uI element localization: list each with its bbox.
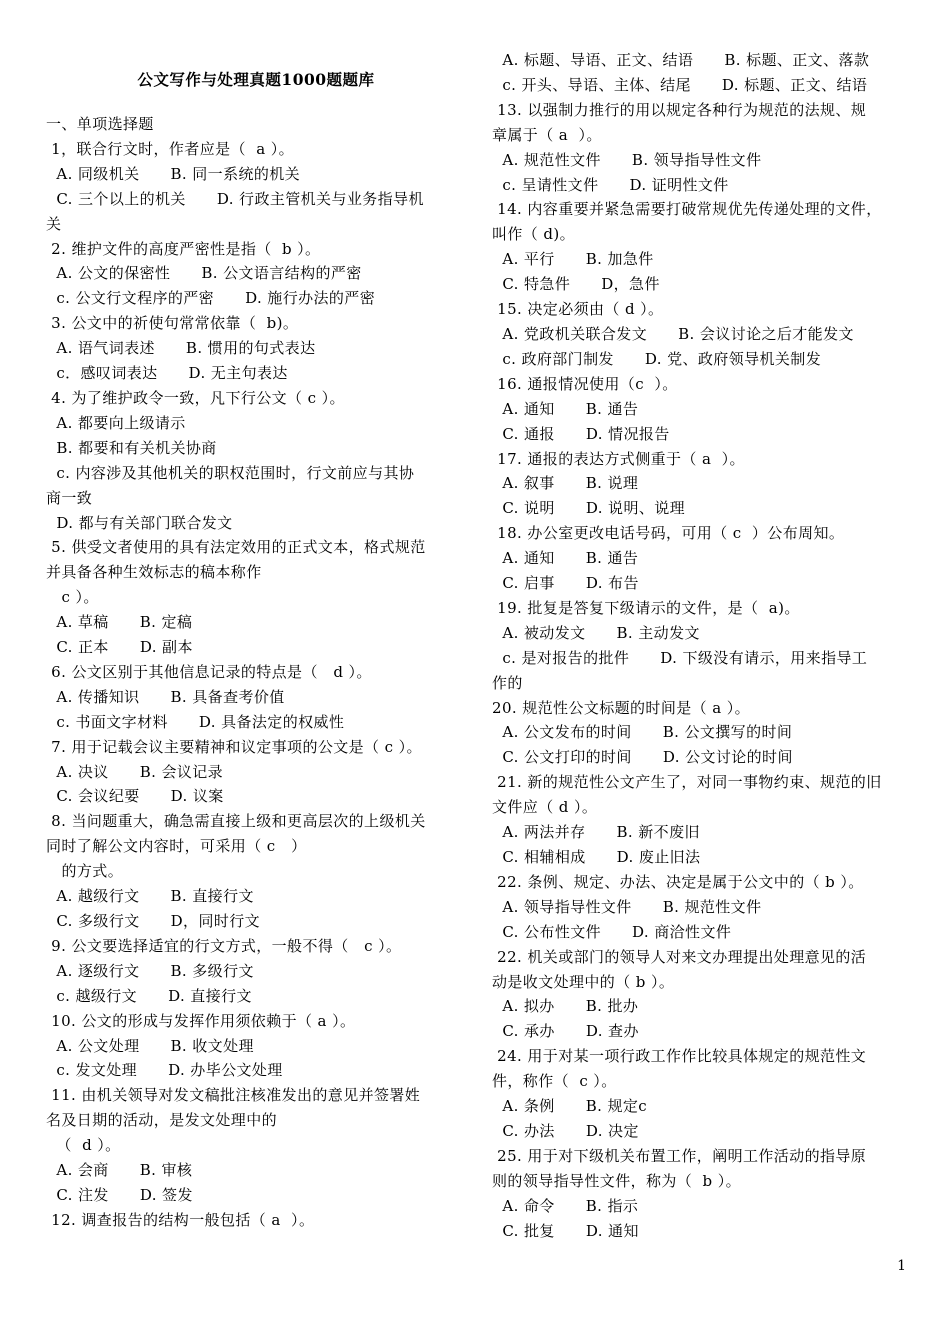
question-line: A. 决议 B. 会议记录 <box>46 762 224 781</box>
question-line: A. 拟办 B. 批办 <box>492 997 639 1016</box>
question-line: c. 越级行文 D. 直接行文 <box>46 986 252 1005</box>
question-line: A. 规范性文件 B. 领导指导性文件 <box>492 150 762 169</box>
question-line: C. 特急件 D，急件 <box>492 275 660 294</box>
question-line: C. 承办 D. 查办 <box>492 1022 639 1041</box>
question-line: C. 相辅相成 D. 废止旧法 <box>492 848 701 866</box>
question-line: c ）。 <box>46 588 99 607</box>
question-line: 11. 由机关领导对发文稿批注核准发出的意见并签署姓 <box>46 1086 421 1105</box>
question-line: A. 逐级行文 B. 多级行文 <box>46 961 254 980</box>
question-line: c. 开头、导语、主体、结尾 D. 标题、正文、结语 <box>492 75 868 94</box>
question-line: C. 说明 D. 说明、说理 <box>492 499 686 518</box>
question-line: 17. 通报的表达方式侧重于（ a ）。 <box>492 449 745 468</box>
question-line: 1，联合行文时，作者应是（ a ）。 <box>46 139 295 158</box>
question-line: 24. 用于对某一项行政工作作比较具体规定的规范性文 <box>492 1047 867 1066</box>
question-line: 3. 公文中的祈使句常常依靠（ b)。 <box>46 314 299 333</box>
question-line: c. 公文行文程序的严密 D. 施行办法的严密 <box>46 289 376 308</box>
question-line: C. 注发 D. 签发 <box>46 1185 193 1204</box>
question-line: 21. 新的规范性公文产生了，对同一事物约束、规范的旧 <box>492 773 882 792</box>
question-line: A. 传播知识 B. 具备查考价值 <box>46 687 285 706</box>
question-line: A. 都要向上级请示 <box>46 413 186 432</box>
question-line: A. 两法并存 B. 新不废旧 <box>492 823 700 842</box>
question-line: 章属于（ a ）。 <box>492 125 602 144</box>
question-line: A. 领导指导性文件 B. 规范性文件 <box>492 897 762 916</box>
question-line: 关 <box>46 214 62 233</box>
question-line: 作的 <box>492 673 523 692</box>
question-line: 19. 批复是答复下级请示的文件，是（ a)。 <box>492 598 800 617</box>
question-line: c．感叹词表达 D. 无主句表达 <box>46 364 288 383</box>
question-line: A. 通知 B. 通告 <box>492 399 639 418</box>
question-line: 商一致 <box>46 488 93 507</box>
document-title: 公文写作与处理真题1000题题库 <box>137 70 375 89</box>
question-line: A. 公文的保密性 B. 公文语言结构的严密 <box>46 264 362 283</box>
question-line: C. 正本 D. 副本 <box>46 638 193 657</box>
question-line: B. 都要和有关机关协商 <box>46 438 217 457</box>
question-line: A. 党政机关联合发文 B. 会议讨论之后才能发文 <box>492 324 854 343</box>
question-line: 并具备各种生效标志的稿本称作 <box>46 563 262 582</box>
question-line: 22. 条例、规定、办法、决定是属于公文中的（ b ）。 <box>492 872 864 891</box>
question-line: 14. 内容重要并紧急需要打破常规优先传递处理的文件， <box>492 200 882 219</box>
question-line: 一、单项选择题 <box>46 115 154 133</box>
question-line: C. 公布性文件 D. 商洽性文件 <box>492 922 732 941</box>
question-line: C. 通报 D. 情况报告 <box>492 424 670 443</box>
question-line: A. 公文发布的时间 B. 公文撰写的时间 <box>492 723 793 742</box>
question-line: 叫作（ d)。 <box>492 225 576 244</box>
left-column <box>46 112 466 1233</box>
question-line: A. 平行 B. 加急件 <box>492 250 654 269</box>
question-line: C. 三个以上的机关 D. 行政主管机关与业务指导机 <box>46 189 424 208</box>
question-line: D. 都与有关部门联合发文 <box>46 513 233 532</box>
question-line: A. 公文处理 B. 收文处理 <box>46 1036 254 1055</box>
question-line: A. 草稿 B. 定稿 <box>46 613 193 632</box>
question-line: 件，称作（ c ）。 <box>492 1072 617 1091</box>
question-line: 12. 调查报告的结构一般包括（ a ）。 <box>46 1210 315 1229</box>
question-line: 8. 当问题重大，确急需直接上级和更高层次的上级机关 <box>46 812 426 831</box>
question-line: 18. 办公室更改电话号码，可用（ c ）公布周知。 <box>492 524 845 543</box>
question-line: （ d ）。 <box>46 1136 121 1155</box>
question-line: A. 会商 B. 审核 <box>46 1161 193 1180</box>
question-line: 的方式。 <box>46 862 124 881</box>
right-column <box>492 48 916 1244</box>
page-number: 1 <box>897 1258 906 1274</box>
question-line: 同时了解公文内容时，可采用（ c ） <box>46 837 307 856</box>
question-line: A. 标题、导语、正文、结语 B. 标题、正文、落款 <box>492 51 870 69</box>
question-line: C. 批复 D. 通知 <box>492 1221 639 1240</box>
question-line: c. 发文处理 D. 办毕公文处理 <box>46 1061 283 1080</box>
question-line: 动是收文处理中的（ b ）。 <box>492 972 675 991</box>
question-line: A. 同级机关 B. 同一系统的机关 <box>46 164 301 183</box>
question-line: C. 启事 D. 布告 <box>492 574 639 593</box>
question-line: 6. 公文区别于其他信息记录的特点是（ d ）。 <box>46 662 372 681</box>
question-line: 15. 决定必须由（ d ）。 <box>492 300 664 319</box>
question-line: 13. 以强制力推行的用以规定各种行为规范的法规、规 <box>492 100 867 119</box>
question-line: 文件应（ d ）。 <box>492 798 598 817</box>
question-line: c. 是对报告的批件 D. 下级没有请示，用来指导工 <box>492 648 868 667</box>
question-line: 7. 用于记载会议主要精神和议定事项的公文是（ c ）。 <box>46 737 422 756</box>
question-line: 10. 公文的形成与发挥作用须依赖于（ a ）。 <box>46 1011 356 1030</box>
question-line: c. 书面文字材料 D. 具备法定的权威性 <box>46 712 345 731</box>
question-line: c. 政府部门制发 D. 党、政府领导机关制发 <box>492 349 822 368</box>
question-line: A. 条例 B. 规定c <box>492 1097 648 1116</box>
question-line: c. 呈请性文件 D. 证明性文件 <box>492 175 729 194</box>
question-line: 25. 用于对下级机关布置工作，阐明工作活动的指导原 <box>492 1146 867 1165</box>
question-line: C. 办法 D. 决定 <box>492 1121 639 1140</box>
question-line: 20. 规范性公文标题的时间是（ a ）。 <box>492 698 751 717</box>
question-line: A. 被动发文 B. 主动发文 <box>492 623 700 642</box>
question-line: A. 命令 B. 指示 <box>492 1196 639 1215</box>
question-line: 22. 机关或部门的领导人对来文办理提出处理意见的活 <box>492 947 867 966</box>
question-line: A. 通知 B. 通告 <box>492 549 639 568</box>
question-line: 9. 公文要选择适宜的行文方式，一般不得（ c ）。 <box>46 936 402 955</box>
question-line: A. 语气词表述 B. 惯用的句式表达 <box>46 339 316 358</box>
question-line: C. 多级行文 D，同时行文 <box>46 912 261 930</box>
question-line: 则的领导指导性文件，称为（ b ）。 <box>492 1171 742 1190</box>
question-line: 5. 供受文者使用的具有法定效用的正式文本，格式规范 <box>46 538 426 557</box>
question-line: C. 公文打印的时间 D. 公文讨论的时间 <box>492 748 793 767</box>
question-line: C. 会议纪要 D. 议案 <box>46 787 224 806</box>
question-line: 名及日期的活动，是发文处理中的 <box>46 1111 278 1130</box>
question-line: 2. 维护文件的高度严密性是指（ b ）。 <box>46 239 321 258</box>
question-line: 16. 通报情况使用（c ）。 <box>492 374 678 393</box>
question-line: A. 越级行文 B. 直接行文 <box>46 887 254 906</box>
question-line: 4. 为了维护政令一致，凡下行公文（ c ）。 <box>46 388 345 407</box>
question-line: c. 内容涉及其他机关的职权范围时，行文前应与其协 <box>46 463 415 482</box>
question-line: A. 叙事 B. 说理 <box>492 474 639 493</box>
